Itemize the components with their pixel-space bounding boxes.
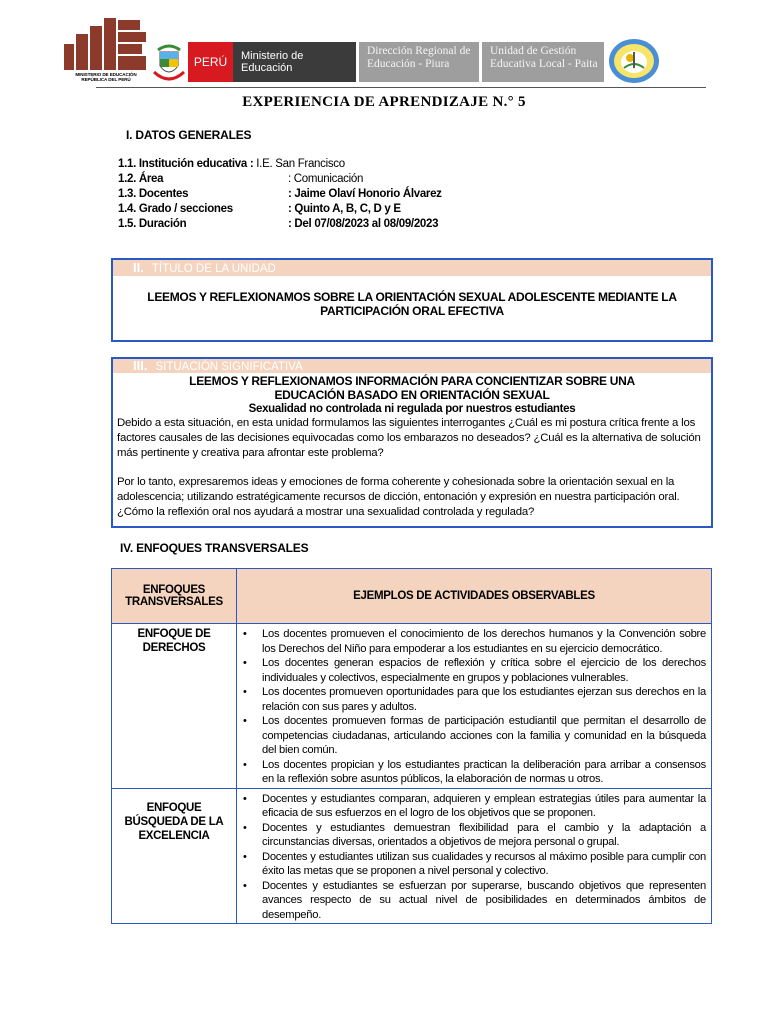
section-3-header bbox=[113, 359, 711, 373]
datos-value: : Jaime Olaví Honorio Álvarez bbox=[288, 188, 442, 200]
minedu-logo bbox=[62, 16, 150, 82]
column-header-ejemplos: EJEMPLOS DE ACTIVIDADES OBSERVABLES bbox=[237, 569, 712, 624]
enfoque-excelencia-list bbox=[238, 790, 710, 923]
ugel-banner: Unidad de Gestión Educativa Local - Paita bbox=[482, 42, 604, 82]
list-item: • Los docentes generan espacios de reflexión y crítica sobre el ejercicio de los derechos individuales y colectivos, especialmente en grupos y poblaciones vulnerables. bbox=[262, 656, 706, 685]
list-item: • Docentes y estudiantes demuestran flexibilidad para el cambio y la adaptación a circunstancias diversas, orientados a objetivos de mejora personal o grupal. bbox=[262, 821, 706, 850]
ministerio-label: Ministerio de Educación bbox=[233, 42, 356, 82]
datos-value: : Del 07/08/2023 al 08/09/2023 bbox=[288, 218, 439, 230]
column-header-enfoques: ENFOQUES TRANSVERSALES bbox=[112, 569, 237, 624]
unit-title: LEEMOS Y REFLEXIONAMOS SOBRE LA ORIENTACIÓN SEXUAL ADOLESCENTE MEDIANTE LA PARTICIPACIÓN ORAL EFECTIVA bbox=[147, 290, 677, 318]
enfoque-items-cell bbox=[237, 788, 712, 924]
datos-value: I.E. San Francisco bbox=[253, 158, 345, 170]
datos-row-duracion bbox=[118, 218, 439, 230]
enfoques-table bbox=[111, 568, 712, 924]
datos-value: : Comunicación bbox=[288, 173, 364, 185]
enfoque-derechos-list bbox=[238, 625, 710, 787]
section-2-num: II. bbox=[133, 260, 144, 275]
datos-label: 1.3. Docentes bbox=[118, 188, 189, 200]
datos-row-institucion bbox=[118, 158, 345, 170]
titulo-unidad-box bbox=[111, 258, 713, 342]
enfoque-items-cell bbox=[237, 624, 712, 789]
list-item: • Los docentes promueven el conocimiento de los derechos humanos y la Convención sobre los Derechos del Niño para empoderar a los estudiantes en su ejercicio democrático. bbox=[262, 627, 706, 656]
coat-of-arms-icon bbox=[152, 42, 186, 82]
table-header-row bbox=[112, 569, 712, 624]
datos-label: 1.1. Institución educativa : bbox=[118, 158, 254, 170]
datos-label: 1.4. Grado / secciones bbox=[118, 203, 233, 215]
enfoque-label: ENFOQUE BÚSQUEDA DE LA EXCELENCIA bbox=[112, 788, 237, 924]
table-row bbox=[112, 788, 712, 924]
situacion-title: LEEMOS Y REFLEXIONAMOS INFORMACIÓN PARA CONCIENTIZAR SOBRE UNA EDUCACIÓN BASADO EN ORIENTACIÓN SEXUAL bbox=[189, 374, 635, 402]
section-2-heading: TÍTULO DE LA UNIDAD bbox=[151, 263, 276, 275]
datos-row-area bbox=[118, 173, 364, 185]
situacion-paragraph-1: Debido a esta situación, en esta unidad formulamos las siguientes interrogantes ¿Cuál es mi postura crítica frente a los factores causales de las decisiones equivocadas como los embarazos no deseados? ¿Cuál es la alternativa de solución más pertinente y creativa para afrontar este problema? bbox=[117, 417, 701, 459]
list-item: • Los docentes propician y los estudiantes practican la deliberación para arribar a consensos en la reflexión sobre asuntos públicos, la elaboración de normas u otros. bbox=[262, 758, 706, 787]
section-4-heading: IV. ENFOQUES TRANSVERSALES bbox=[120, 541, 309, 555]
dre-banner: Dirección Regional de Educación - Piura bbox=[359, 42, 479, 82]
minedu-caption: MINISTERIO DE EDUCACIÓN REPÚBLICA DEL PERÚ bbox=[75, 72, 137, 82]
peru-label: PERÚ bbox=[188, 42, 233, 82]
situacion-subtitle: Sexualidad no controlada ni regulada por nuestros estudiantes bbox=[248, 403, 576, 415]
document-title: EXPERIENCIA DE APRENDIZAJE N.° 5 bbox=[242, 94, 526, 110]
ugel-paita-logo-icon bbox=[608, 38, 660, 84]
list-item: • Docentes y estudiantes utilizan sus cualidades y recursos al máximo posible para cumplir con éxito las metas que se proponen a nivel personal y colectivo. bbox=[262, 850, 706, 879]
table-row bbox=[112, 624, 712, 789]
header-divider bbox=[96, 87, 706, 88]
situacion-box bbox=[111, 357, 713, 528]
section-3-num: III. bbox=[133, 358, 148, 373]
section-3-heading: SITUACIÓN SIGNIFICATIVA bbox=[155, 361, 303, 373]
enfoque-label: ENFOQUE DE DERECHOS bbox=[112, 624, 237, 789]
situacion-paragraph-2: Por lo tanto, expresaremos ideas y emociones de forma coherente y cohesionada sobre la orientación sexual en la adolescencia; utilizando estratégicamente recursos de dicción, entonación y expresión en nuestra participación oral. ¿Cómo la reflexión oral nos ayudará a mostrar una sexualidad controlada y regulada? bbox=[117, 476, 680, 518]
datos-value: : Quinto A, B, C, D y E bbox=[288, 203, 401, 215]
section-1-heading: I. DATOS GENERALES bbox=[126, 128, 252, 142]
list-item: • Docentes y estudiantes comparan, adquieren y emplean estrategias útiles para aumentar la eficacia de sus esfuerzos en el logro de los objetivos que se proponen. bbox=[262, 792, 706, 821]
datos-row-docentes bbox=[118, 188, 442, 200]
section-2-header bbox=[113, 260, 711, 276]
datos-label: 1.2. Área bbox=[118, 173, 164, 185]
datos-row-grado bbox=[118, 203, 401, 215]
list-item: • Docentes y estudiantes se esfuerzan por superarse, buscando objetivos que representen avances respecto de su actual nivel de posibilidades en determinados ámbitos de desempeño. bbox=[262, 879, 706, 923]
datos-label: 1.5. Duración bbox=[118, 218, 187, 230]
list-item: • Los docentes promueven oportunidades para que los estudiantes ejerzan sus derechos en la relación con sus pares y adultos. bbox=[262, 685, 706, 714]
list-item: • Los docentes promueven formas de participación estudiantil que permitan el desarrollo de competencias ciudadanas, articulando acciones con la familia y comunidad en la búsqueda del bien común. bbox=[262, 714, 706, 758]
peru-ministerio-banner bbox=[188, 42, 356, 82]
minedu-bricks-icon bbox=[62, 16, 150, 72]
